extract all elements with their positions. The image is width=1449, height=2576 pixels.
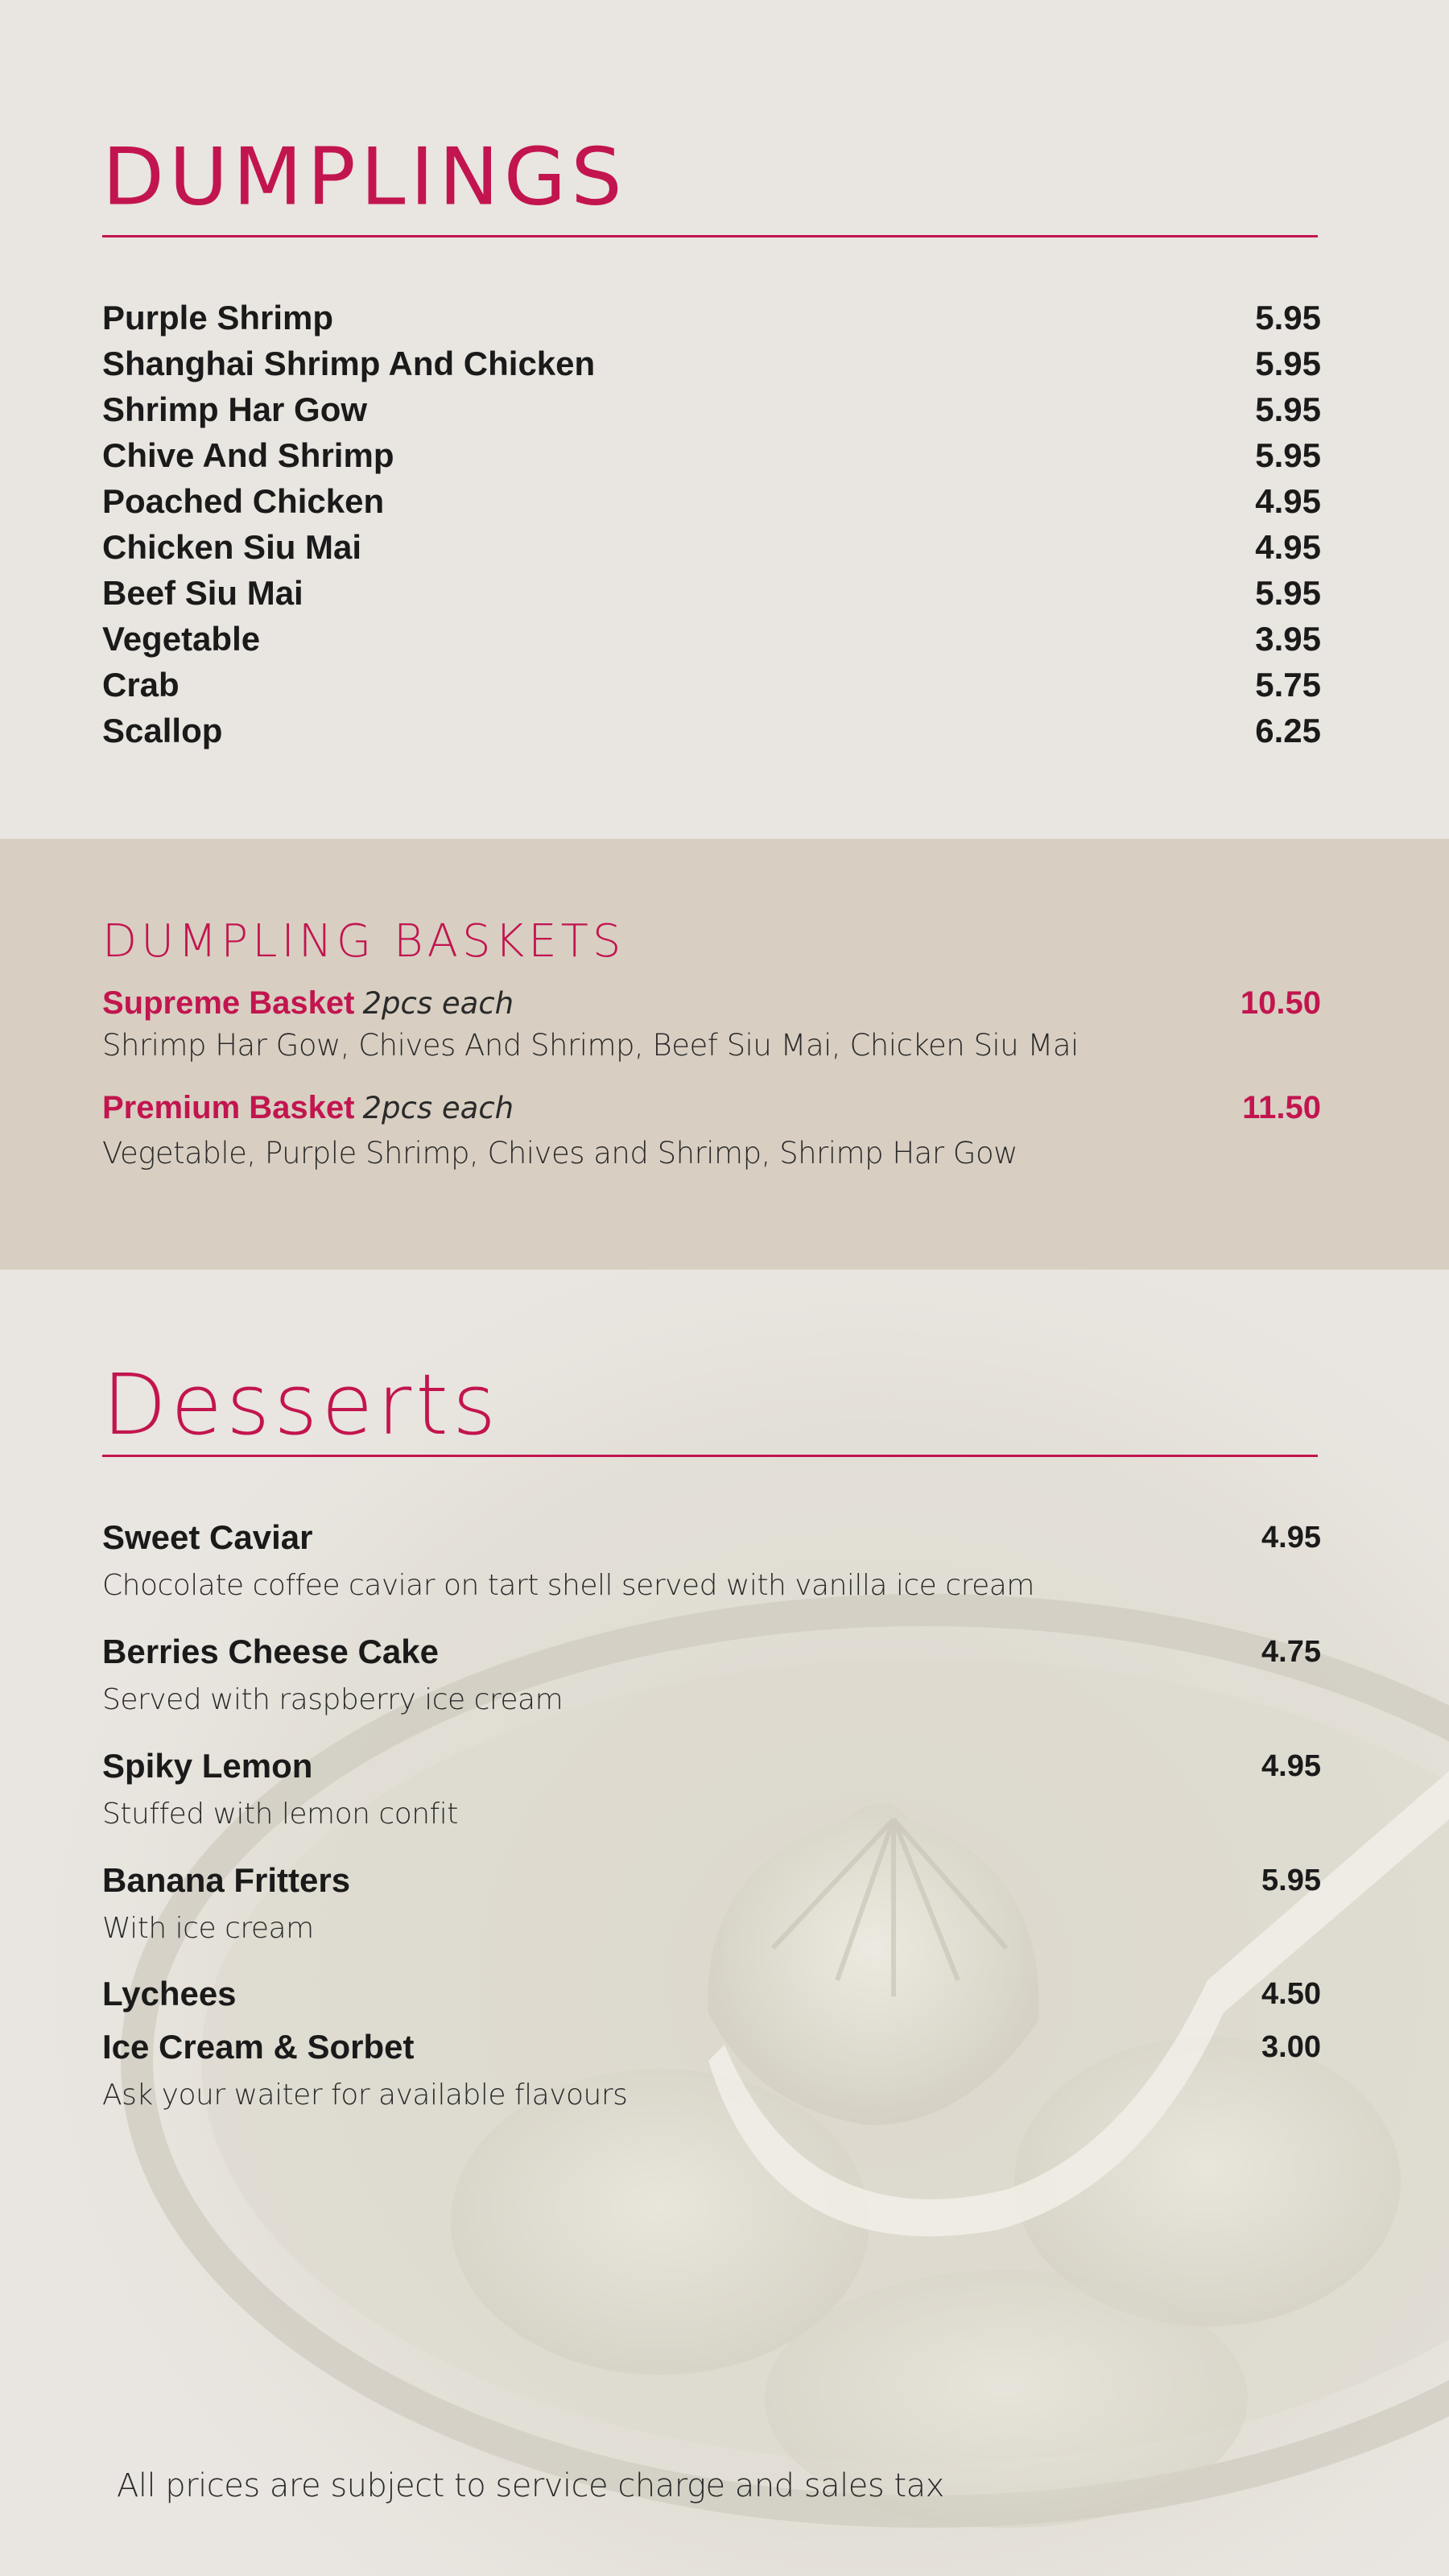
item-price: 5.95 bbox=[1255, 436, 1321, 474]
basket-item bbox=[102, 1085, 1321, 1174]
dessert-description: Stuffed with lemon confit bbox=[102, 1798, 458, 1831]
desserts-title: Desserts bbox=[102, 1356, 501, 1454]
dumplings-list bbox=[102, 295, 1321, 753]
item-price: 5.95 bbox=[1255, 345, 1321, 382]
baskets-title: DUMPLING BASKETS bbox=[102, 915, 625, 968]
dessert-price: 3.00 bbox=[1261, 2030, 1321, 2064]
item-name: Purple Shrimp bbox=[102, 299, 334, 336]
basket-header bbox=[102, 1085, 1321, 1130]
item-name: Poached Chicken bbox=[102, 482, 385, 520]
dessert-price: 4.95 bbox=[1261, 1749, 1321, 1783]
item-price: 4.95 bbox=[1255, 482, 1321, 520]
basket-label bbox=[102, 1085, 514, 1137]
item-price: 5.95 bbox=[1255, 299, 1321, 336]
item-name: Chicken Siu Mai bbox=[102, 528, 362, 566]
menu-item bbox=[102, 341, 1321, 386]
dessert-item bbox=[102, 1629, 1321, 1725]
dessert-price: 4.50 bbox=[1261, 1977, 1321, 2011]
item-name: Chive And Shrimp bbox=[102, 436, 394, 474]
item-name: Scallop bbox=[102, 712, 223, 749]
item-name: Crab bbox=[102, 666, 180, 704]
dessert-description: Served with raspberry ice cream bbox=[102, 1683, 564, 1716]
menu-item bbox=[102, 616, 1321, 662]
menu-item bbox=[102, 662, 1321, 708]
dessert-description: Chocolate coffee caviar on tart shell served with vanilla ice cream bbox=[102, 1569, 1034, 1602]
item-name: Shanghai Shrimp And Chicken bbox=[102, 345, 596, 382]
item-price: 3.95 bbox=[1255, 620, 1321, 658]
menu-item bbox=[102, 386, 1321, 432]
item-name: Shrimp Har Gow bbox=[102, 390, 368, 428]
dessert-description: Ask your waiter for available flavours bbox=[102, 2079, 628, 2112]
dessert-price: 4.75 bbox=[1261, 1635, 1321, 1669]
dessert-price: 5.95 bbox=[1261, 1864, 1321, 1897]
menu-item bbox=[102, 524, 1321, 570]
basket-item bbox=[102, 980, 1321, 1066]
dessert-header bbox=[102, 1857, 1321, 1904]
pricing-footnote: All prices are subject to service charge and sales tax bbox=[117, 2467, 944, 2504]
dessert-header bbox=[102, 1629, 1321, 1675]
dessert-item bbox=[102, 1514, 1321, 1611]
dessert-header bbox=[102, 2024, 1321, 2070]
menu-item bbox=[102, 570, 1321, 616]
dessert-description: With ice cream bbox=[102, 1912, 314, 1945]
basket-price: 10.50 bbox=[1240, 985, 1321, 1021]
basket-name: Premium Basket bbox=[102, 1090, 355, 1125]
basket-header bbox=[102, 980, 1321, 1026]
basket-price: 11.50 bbox=[1242, 1090, 1321, 1125]
item-name: Beef Siu Mai bbox=[102, 574, 303, 612]
dessert-name: Sweet Caviar bbox=[102, 1518, 313, 1556]
basket-name: Supreme Basket bbox=[102, 985, 355, 1021]
dumplings-title: DUMPLINGS bbox=[102, 130, 627, 223]
dessert-name: Lychees bbox=[102, 1975, 237, 2013]
item-price: 5.95 bbox=[1255, 390, 1321, 428]
dessert-name: Ice Cream & Sorbet bbox=[102, 2028, 415, 2066]
item-price: 6.25 bbox=[1255, 712, 1321, 749]
basket-note: 2pcs each bbox=[362, 986, 514, 1021]
dessert-header bbox=[102, 1971, 1321, 2017]
dessert-price: 4.95 bbox=[1261, 1521, 1321, 1554]
dessert-item bbox=[102, 1857, 1321, 1954]
dessert-item bbox=[102, 1971, 1321, 2017]
item-price: 5.75 bbox=[1255, 666, 1321, 704]
section-divider bbox=[102, 235, 1318, 237]
menu-item bbox=[102, 478, 1321, 524]
basket-note: 2pcs each bbox=[362, 1091, 514, 1125]
menu-item bbox=[102, 295, 1321, 341]
dessert-item bbox=[102, 2024, 1321, 2120]
section-divider bbox=[102, 1455, 1318, 1457]
basket-description: Vegetable, Purple Shrimp, Chives and Shrimp, Shrimp Har Gow bbox=[102, 1136, 1018, 1170]
menu-item bbox=[102, 432, 1321, 478]
dessert-name: Berries Cheese Cake bbox=[102, 1633, 439, 1670]
dessert-name: Spiky Lemon bbox=[102, 1747, 313, 1785]
dessert-item bbox=[102, 1743, 1321, 1839]
dessert-header bbox=[102, 1743, 1321, 1790]
item-price: 4.95 bbox=[1255, 528, 1321, 566]
item-price: 5.95 bbox=[1255, 574, 1321, 612]
menu-item bbox=[102, 708, 1321, 753]
dessert-header bbox=[102, 1514, 1321, 1561]
item-name: Vegetable bbox=[102, 620, 261, 658]
dessert-name: Banana Fritters bbox=[102, 1861, 351, 1899]
basket-description: Shrimp Har Gow, Chives And Shrimp, Beef Siu Mai, Chicken Siu Mai bbox=[102, 1028, 1079, 1063]
